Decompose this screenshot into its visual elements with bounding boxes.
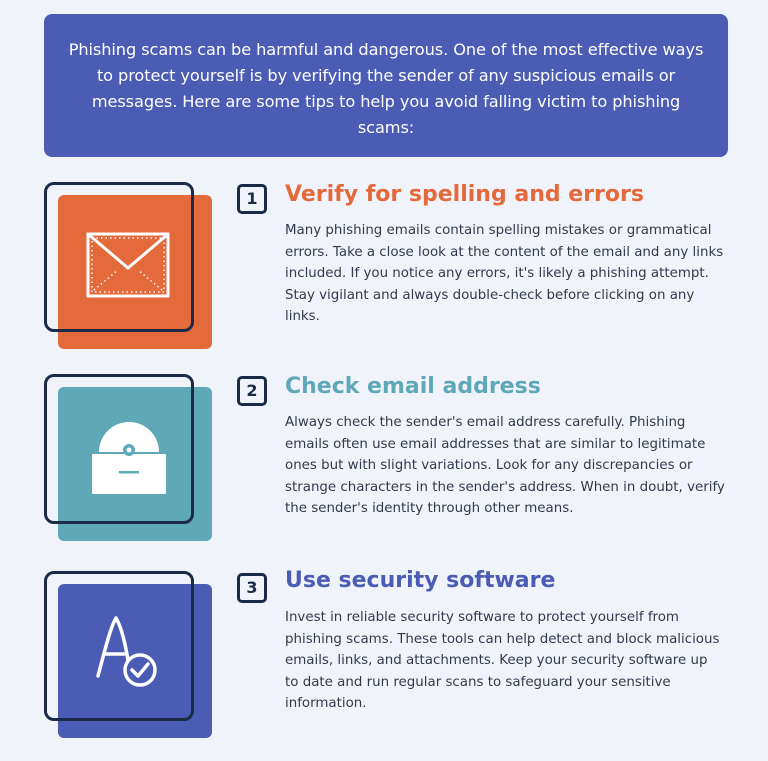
tip-1-number: 1 bbox=[237, 184, 267, 214]
tip-2-title: Check email address bbox=[285, 374, 541, 399]
lock-icon bbox=[90, 408, 168, 498]
tip-2-number: 2 bbox=[237, 376, 267, 406]
envelope-icon bbox=[86, 232, 170, 298]
tip-2-body: Always check the sender's email address carefully. Phishing emails often use email addresses that are similar to legitimate ones but with slight variations. Look for any discrepancies or strange characters in the sender's address. When in doubt, verify the sender's identity through other means. bbox=[285, 415, 725, 516]
tip-3-body: Invest in reliable security software to protect yourself from phishing scams. These tools can help detect and block malicious emails, links, and attachments. Keep your security software up to date and run regular scans to safeguard your sensitive information. bbox=[285, 610, 720, 711]
tip-3-title: Use security software bbox=[285, 568, 556, 593]
spellcheck-icon bbox=[94, 614, 164, 690]
tip-1-body: Many phishing emails contain spelling mistakes or grammatical errors. Take a close look at the content of the email and any links included. If you notice any errors, it's likely a phishing attempt. Stay vigilant and always double-check before clicking on any links. bbox=[285, 223, 724, 324]
intro-banner: Phishing scams can be harmful and dangerous. One of the most effective ways to protect yourself is by verifying the sender of any suspicious emails or messages. Here are some tips to help you avoid falling victim to phishing scams: bbox=[44, 14, 728, 157]
tip-3-number: 3 bbox=[237, 573, 267, 603]
tip-1-title: Verify for spelling and errors bbox=[285, 182, 644, 207]
